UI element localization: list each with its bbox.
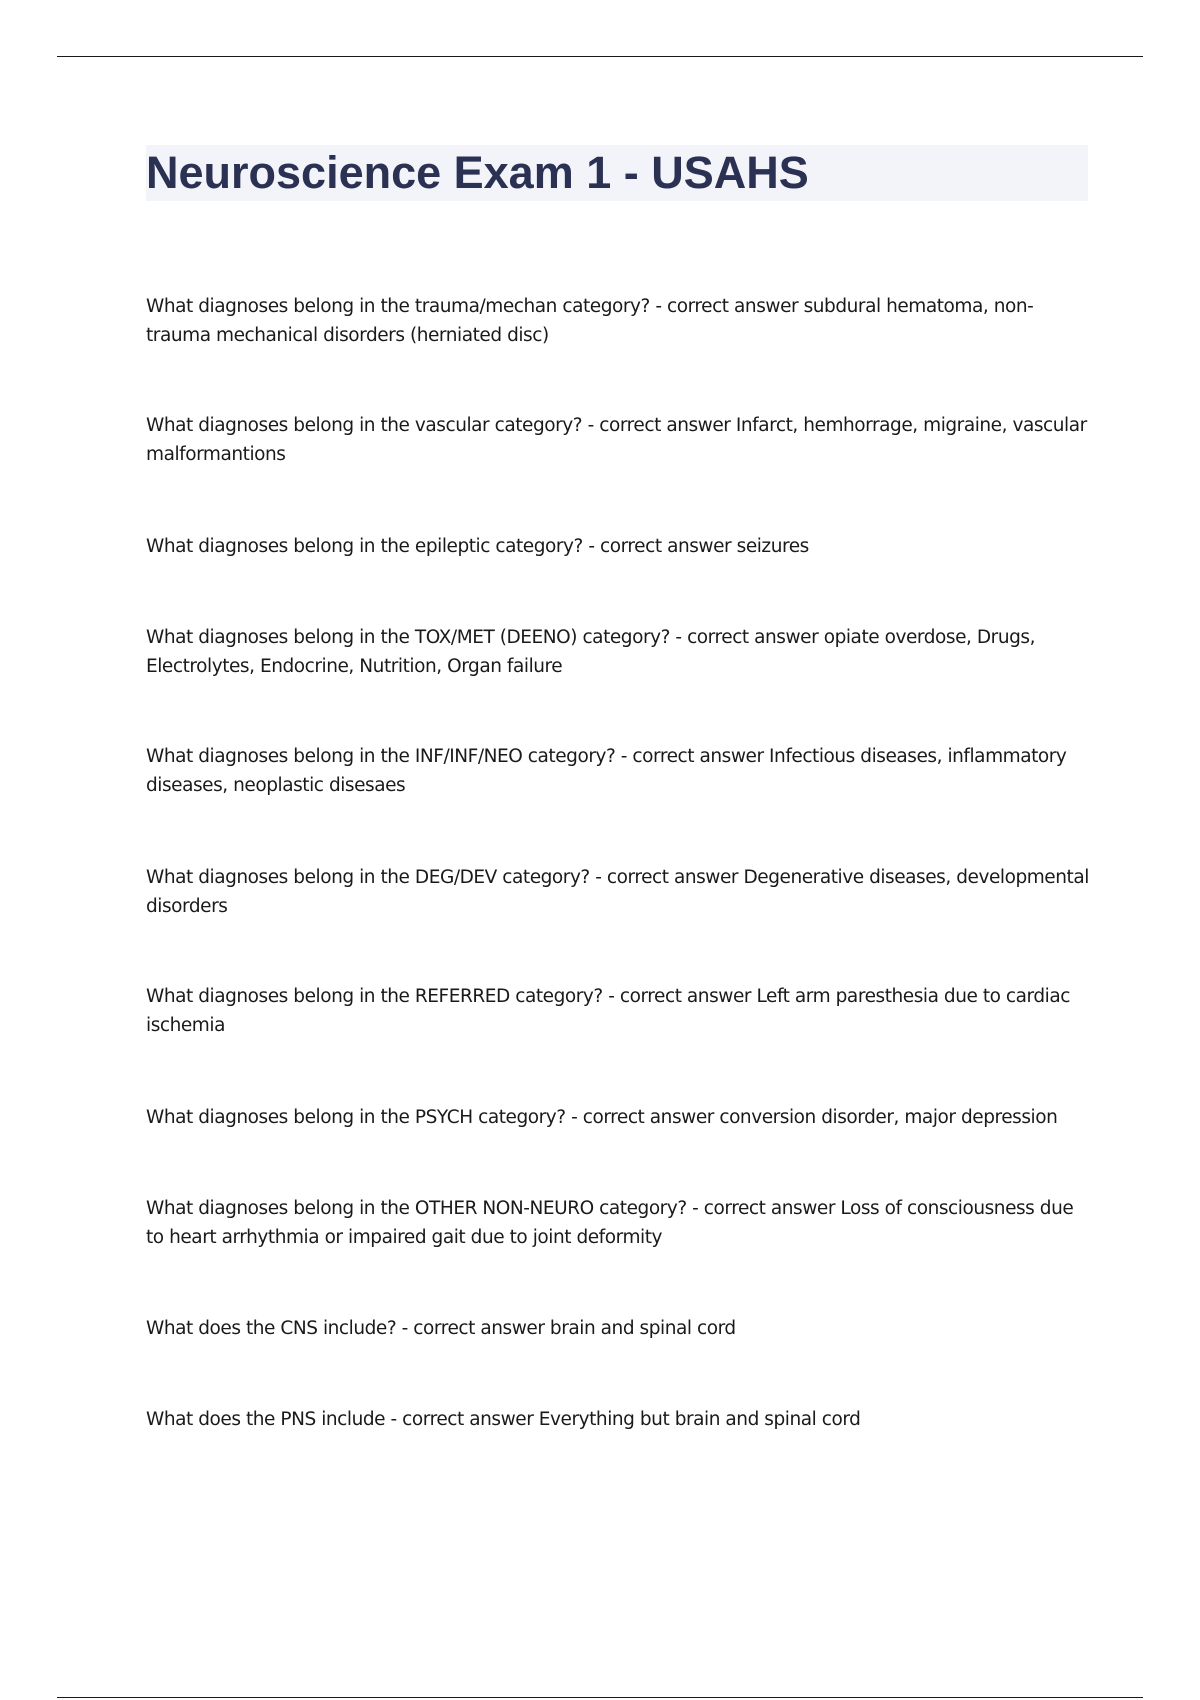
- answer-separator: - correct answer: [565, 1107, 720, 1128]
- question-text: What diagnoses belong in the epileptic category?: [146, 536, 583, 557]
- answer-text: Infectious diseases, inflammatory diseases, neoplastic disesaes: [146, 746, 1067, 796]
- answer-text: Everything but brain and spinal cord: [538, 1409, 861, 1430]
- qa-item: [146, 1103, 1096, 1132]
- answer-text: Left arm paresthesia due to cardiac ischemia: [146, 986, 1070, 1036]
- qa-item: [146, 1405, 1096, 1434]
- document-title: Neuroscience Exam 1 - USAHS: [146, 147, 809, 198]
- top-rule: [57, 56, 1143, 57]
- answer-text: conversion disorder, major depression: [719, 1107, 1058, 1128]
- answer-separator: - correct answer: [582, 415, 736, 436]
- qa-item: [146, 292, 1096, 350]
- answer-text: subdural hematoma, non-trauma mechanical disorders (herniated disc): [146, 296, 1034, 346]
- answer-text: Degenerative diseases, developmental disorders: [146, 867, 1089, 917]
- answer-separator: - correct answer: [589, 867, 744, 888]
- question-text: What diagnoses belong in the REFERRED category?: [146, 986, 603, 1007]
- qa-item: [146, 742, 1096, 800]
- question-text: What diagnoses belong in the TOX/MET (DEENO) category?: [146, 627, 670, 648]
- qa-item: [146, 532, 1096, 561]
- qa-item: [146, 1194, 1096, 1252]
- answer-separator: - correct answer: [615, 746, 770, 767]
- answer-text: brain and spinal cord: [549, 1318, 736, 1339]
- qa-item: [146, 863, 1096, 921]
- question-text: What does the PNS include: [146, 1409, 386, 1430]
- question-text: What diagnoses belong in the trauma/mechan category?: [146, 296, 650, 317]
- qa-item: [146, 982, 1096, 1040]
- answer-text: opiate overdose, Drugs, Electrolytes, Endocrine, Nutrition, Organ failure: [146, 627, 1036, 677]
- answer-text: Loss of consciousness due to heart arrhythmia or impaired gait due to joint deformity: [146, 1198, 1074, 1248]
- answer-separator: - correct answer: [396, 1318, 550, 1339]
- question-text: What diagnoses belong in the DEG/DEV category?: [146, 867, 590, 888]
- question-text: What diagnoses belong in the INF/INF/NEO category?: [146, 746, 616, 767]
- answer-text: seizures: [736, 536, 809, 557]
- qa-item: [146, 411, 1096, 469]
- answer-separator: - correct answer: [686, 1198, 841, 1219]
- question-text: What diagnoses belong in the vascular category?: [146, 415, 583, 436]
- answer-separator: - correct answer: [385, 1409, 539, 1430]
- answer-separator: - correct answer: [602, 986, 757, 1007]
- answer-separator: - correct answer: [670, 627, 824, 648]
- qa-item: [146, 623, 1096, 681]
- bottom-rule: [57, 1697, 1143, 1698]
- question-text: What diagnoses belong in the OTHER NON-NEURO category?: [146, 1198, 687, 1219]
- qa-item: [146, 1314, 1096, 1343]
- answer-text: Infarct, hemhorrage, migraine, vascular malformantions: [146, 415, 1087, 465]
- answer-separator: - correct answer: [582, 536, 737, 557]
- question-text: What diagnoses belong in the PSYCH category?: [146, 1107, 566, 1128]
- answer-separator: - correct answer: [649, 296, 804, 317]
- question-text: What does the CNS include?: [146, 1318, 397, 1339]
